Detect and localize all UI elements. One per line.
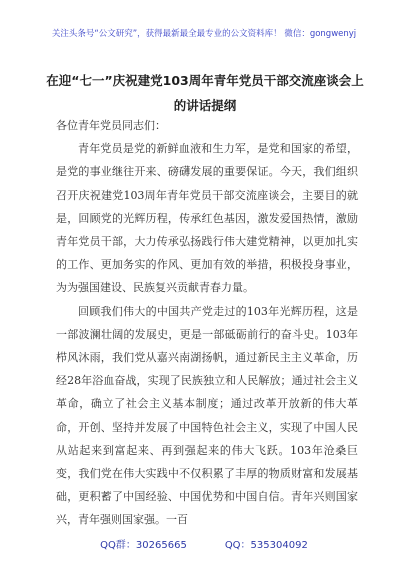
footer-qq-number: QQ：535304092 [224, 540, 308, 551]
paragraph-2: 回顾我们伟大的中国共产党走过的103年光辉历程，这是一部波澜壮阔的发展史，更是一部砥砺前行的奋斗史。103年栉风沐雨，我们党从嘉兴南湖扬帆，通过新民主主义革命，历经28年浴血奋战，实现了民族独立和人民解放；通过社会主义革命，确立了社会主义基本制度；通过改革开放新的伟大革命，开创、坚持并发展了中国特色社会主义，实现了中国人民从站起来到富起来、再到强起来的伟大飞跃。103年沧桑巨变，我们党在伟大实践中不仅积累了丰厚的物质财富和发展基础，更积蓄了中国经验、中国优势和中国自信。青年兴则国家兴，青年强则国家强。一百 [56, 304, 358, 527]
document-title-line-1: 在迎“七一”庆祝建党103周年青年党员干部交流座谈会上 [46, 73, 364, 88]
paragraph-1: 青年党员是党的新鲜血液和生力军，是党和国家的希望，是党的事业继往开来、磅礴发展的重要保证。今天，我们组织召开庆祝建党103周年青年党员干部交流座谈会，主要目的就是，回顾党的光辉历程，传承红色基因，激发爱国热情，激励青年党员干部，大力传承弘扬践行伟大建党精神，以更加扎实的工作、更加务实的作风、更加有效的举措，积极投身事业，为为强国建设、民族复兴贡献青春力量。 [56, 142, 358, 295]
greeting: 各位青年党员同志们： [56, 119, 166, 132]
header-promo-note: 关注头条号“公文研究”，获得最新最全最专业的公文资料库！ 微信：gongwenyj [51, 29, 357, 39]
footer-qq-group: QQ群：30265665 [100, 540, 187, 551]
document-body [56, 114, 358, 532]
footer-contact [0, 536, 408, 551]
document-title-line-2: 的讲话提纲 [173, 98, 237, 113]
document-title [40, 68, 370, 118]
